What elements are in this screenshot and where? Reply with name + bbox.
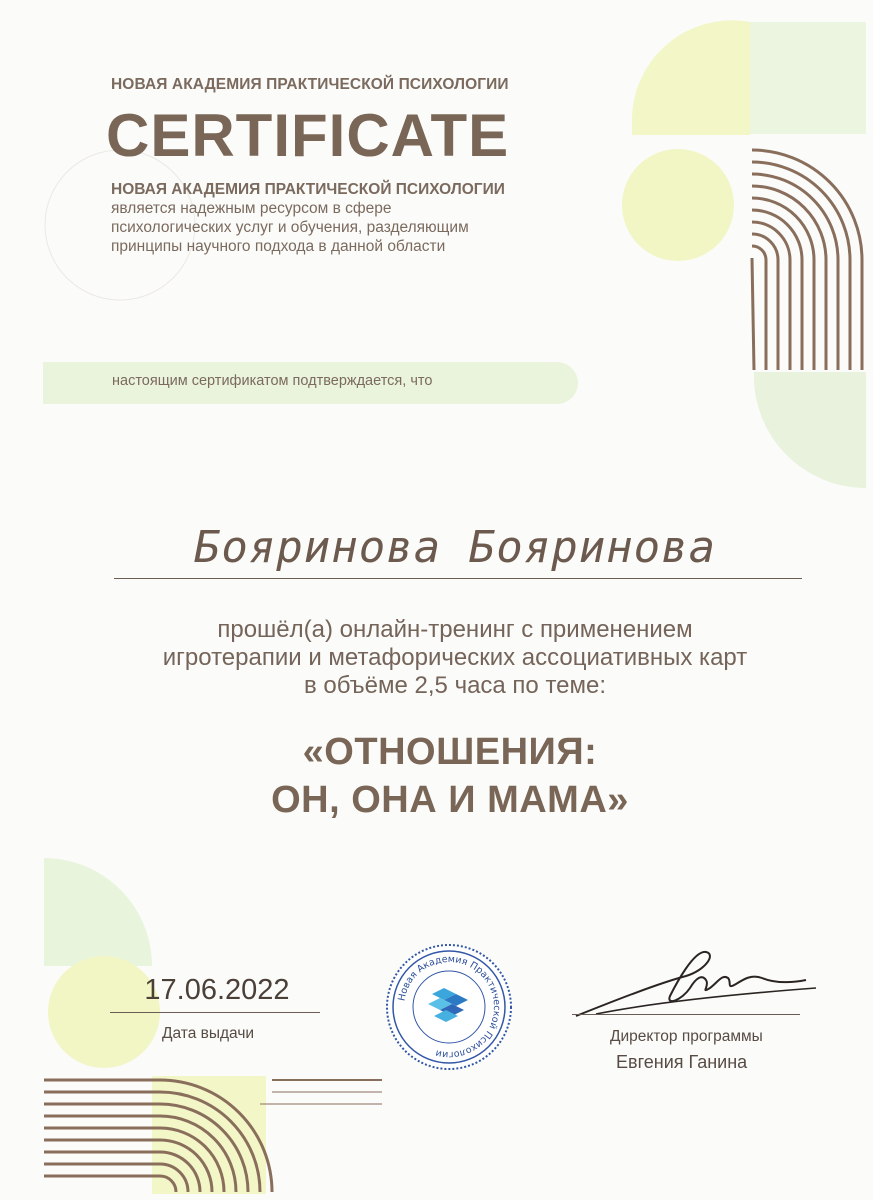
director-name: Евгения Ганина bbox=[616, 1052, 748, 1072]
org-name-top: НОВАЯ АКАДЕМИЯ ПРАКТИЧЕСКОЙ ПСИХОЛОГИИ bbox=[111, 76, 509, 93]
seal-text: Новая Академия Практической Психологии bbox=[396, 953, 503, 1061]
confirm-text: настоящим сертификатом подтверждается, что bbox=[112, 373, 433, 389]
certificate-title: CERTIFICATE bbox=[106, 102, 510, 169]
topic-line: ОН, ОНА И МАМА» bbox=[271, 779, 629, 821]
course-line: игротерапии и метафорических ассоциативных карт bbox=[162, 644, 748, 671]
course-line: прошёл(а) онлайн-тренинг с применением bbox=[217, 616, 693, 643]
director-signature bbox=[566, 944, 826, 1024]
recipient-name: Бояринова Бояринова bbox=[193, 522, 717, 573]
org-description bbox=[111, 180, 571, 256]
org-desc-line: психологических услуг и обучения, разделяющим bbox=[111, 219, 469, 236]
course-topic bbox=[70, 728, 830, 824]
recipient-underline bbox=[114, 578, 802, 579]
issue-date-label: Дата выдачи bbox=[162, 1025, 255, 1042]
course-description bbox=[80, 616, 830, 700]
date-underline bbox=[110, 1012, 320, 1013]
org-name: НОВАЯ АКАДЕМИЯ ПРАКТИЧЕСКОЙ ПСИХОЛОГИИ bbox=[111, 181, 505, 198]
issue-date: 17.06.2022 bbox=[144, 974, 290, 1006]
org-desc-line: принципы научного подхода в данной области bbox=[111, 238, 446, 255]
academy-seal bbox=[384, 942, 514, 1072]
signature-underline bbox=[572, 1014, 800, 1015]
director-label: Директор программы bbox=[610, 1028, 763, 1045]
org-desc-line: является надежным ресурсом в сфере bbox=[111, 200, 392, 217]
topic-line: «ОТНОШЕНИЯ: bbox=[302, 731, 598, 773]
course-line: в объёме 2,5 часа по теме: bbox=[303, 672, 607, 699]
